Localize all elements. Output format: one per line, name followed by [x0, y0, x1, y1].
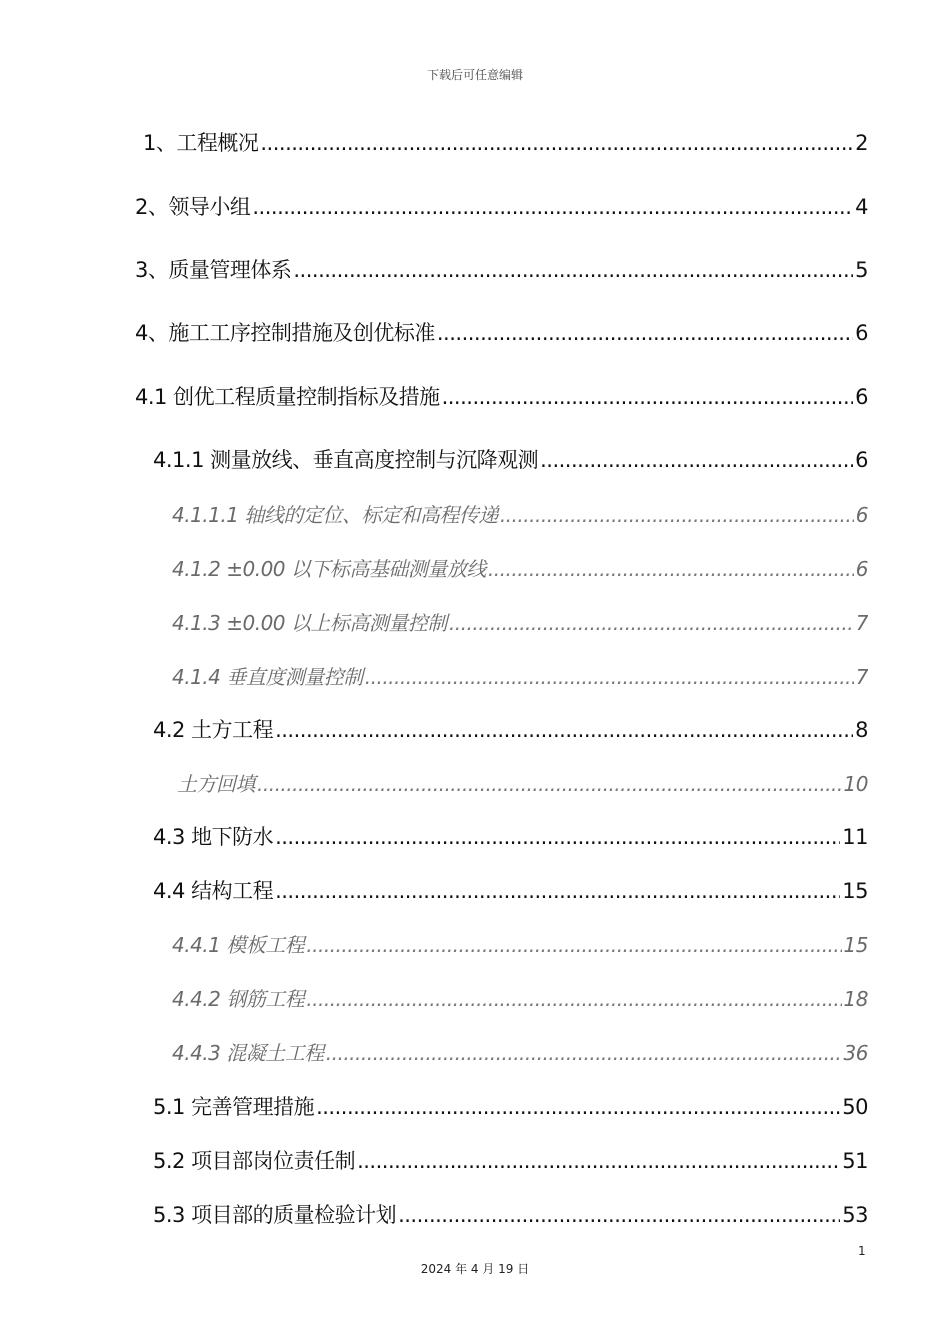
- page-header: 下载后可任意编辑: [426, 68, 523, 82]
- toc-dot-leader: [365, 665, 854, 689]
- toc-entry-title: 4.4 结构工程: [153, 879, 274, 903]
- toc-entry-title: 1、工程概况: [143, 131, 259, 155]
- toc-entry-title: 4.2 土方工程: [153, 718, 274, 742]
- page-footer-date: 2024 年 4 月 19 日: [420, 1262, 530, 1276]
- toc-entry-page: 7: [855, 611, 868, 635]
- toc-dot-leader: [260, 131, 853, 155]
- toc-entry-page: 50: [842, 1095, 868, 1119]
- toc-dot-leader: [449, 611, 854, 635]
- toc-entry-title: 4、施工工序控制措施及创优标准: [135, 321, 435, 345]
- toc-entry-title: 4.4.1 模板工程: [172, 933, 305, 957]
- toc-entry[interactable]: [153, 1145, 868, 1175]
- toc-entry-title: 5.1 完善管理措施: [153, 1095, 315, 1119]
- toc-entry-title: 4.1.1 测量放线、垂直高度控制与沉降观测: [153, 448, 539, 472]
- toc-entry[interactable]: [153, 714, 868, 744]
- toc-entry[interactable]: [153, 875, 868, 905]
- toc-entry[interactable]: [172, 929, 868, 958]
- toc-entry[interactable]: [143, 127, 868, 157]
- toc-entry-title: 2、领导小组: [135, 195, 251, 219]
- toc-entry-title: 3、质量管理体系: [135, 258, 292, 282]
- toc-dot-leader: [275, 718, 853, 742]
- toc-dot-leader: [306, 933, 841, 957]
- toc-dot-leader: [257, 772, 842, 796]
- toc-entry[interactable]: [153, 1091, 868, 1121]
- toc-entry[interactable]: [172, 499, 868, 528]
- toc-dot-leader: [306, 987, 841, 1011]
- toc-dot-leader: [357, 1149, 840, 1173]
- toc-entry-title: 4.1.1.1 轴线的定位、标定和高程传递: [172, 503, 498, 527]
- toc-entry-page: 5: [855, 258, 868, 282]
- toc-entry[interactable]: [172, 661, 868, 690]
- toc-entry-page: 51: [842, 1149, 868, 1173]
- toc-entry[interactable]: [172, 607, 868, 636]
- toc-entry-title: 4.3 地下防水: [153, 825, 274, 849]
- toc-entry[interactable]: [135, 191, 868, 221]
- toc-entry-page: 6: [855, 385, 868, 409]
- toc-entry[interactable]: [172, 553, 868, 582]
- toc-entry-page: 18: [843, 987, 868, 1011]
- page-number: 1: [858, 1244, 866, 1258]
- toc-entry-page: 2: [855, 131, 868, 155]
- toc-entry[interactable]: [153, 444, 868, 474]
- toc-entry-page: 10: [843, 772, 868, 796]
- toc-entry[interactable]: [172, 983, 868, 1012]
- toc-entry[interactable]: [172, 1037, 868, 1066]
- toc-entry-page: 36: [843, 1041, 868, 1065]
- toc-dot-leader: [316, 1095, 840, 1119]
- toc-entry[interactable]: [177, 768, 868, 797]
- toc-entry-page: 6: [855, 448, 868, 472]
- toc-entry[interactable]: [135, 254, 868, 284]
- toc-entry-title: 4.1 创优工程质量控制指标及措施: [135, 385, 440, 409]
- toc-entry-page: 53: [842, 1203, 868, 1227]
- toc-entry[interactable]: [135, 317, 868, 347]
- toc-dot-leader: [442, 385, 854, 409]
- toc-entry-page: 15: [842, 879, 868, 903]
- toc-entry-title: 5.3 项目部的质量检验计划: [153, 1203, 397, 1227]
- toc-entry-title: 4.4.3 混凝土工程: [172, 1041, 324, 1065]
- toc-dot-leader: [540, 448, 853, 472]
- toc-entry-title: 5.2 项目部岗位责任制: [153, 1149, 356, 1173]
- toc-dot-leader: [437, 321, 853, 345]
- toc-entry-title: 4.1.2 ±0.00 以下标高基础测量放线: [172, 557, 486, 581]
- toc-entry-page: 11: [842, 825, 868, 849]
- toc-entry-title: 4.1.3 ±0.00 以上标高测量控制: [172, 611, 447, 635]
- toc-entry-page: 6: [855, 557, 868, 581]
- toc-entry-title: 4.1.4 垂直度测量控制: [172, 665, 363, 689]
- toc-entry-page: 6: [855, 321, 868, 345]
- toc-dot-leader: [275, 825, 840, 849]
- toc-dot-leader: [326, 1041, 842, 1065]
- toc-entry-title: 4.4.2 钢筋工程: [172, 987, 305, 1011]
- toc-entry[interactable]: [153, 821, 868, 851]
- toc-dot-leader: [293, 258, 853, 282]
- toc-entry[interactable]: [153, 1199, 868, 1229]
- toc-entry-page: 8: [855, 718, 868, 742]
- toc-entry-title: 土方回填: [177, 772, 255, 796]
- toc-entry-page: 6: [855, 503, 868, 527]
- toc-entry-page: 4: [855, 195, 868, 219]
- toc-entry-page: 7: [855, 665, 868, 689]
- toc-dot-leader: [398, 1203, 840, 1227]
- toc-entry-page: 15: [843, 933, 868, 957]
- toc-dot-leader: [500, 503, 854, 527]
- toc-dot-leader: [275, 879, 840, 903]
- toc-dot-leader: [252, 195, 853, 219]
- toc-entry[interactable]: [135, 381, 868, 411]
- toc-dot-leader: [488, 557, 854, 581]
